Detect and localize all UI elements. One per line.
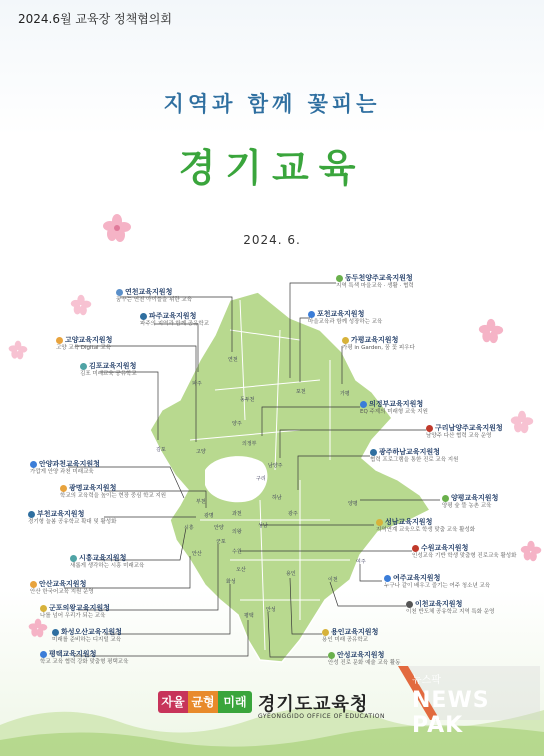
office-desc: 경기형 늘봄 공유학교 확대 및 활성화 bbox=[28, 518, 117, 525]
office-desc: 가깝게 안양 과천 미래교육 bbox=[30, 468, 94, 475]
office-desc: 마을교육과 함께 성장하는 교육 bbox=[308, 318, 383, 325]
office-desc: 지역 특색 마을교육 · 생활 · 협력 bbox=[336, 282, 414, 289]
main-title-line1: 지역과 함께 꽃피는 bbox=[163, 92, 381, 116]
region-label: 광주 bbox=[288, 511, 298, 517]
region-label: 남양주 bbox=[268, 463, 283, 469]
office-name: 시흥교육지원청 bbox=[79, 554, 127, 562]
region-label: 안양 bbox=[214, 525, 224, 531]
office-desc: 안산 한국어교육 지원 운영 bbox=[30, 588, 94, 595]
region-label: 평택 bbox=[244, 613, 254, 619]
office-name: 동두천양주교육지원청 bbox=[345, 274, 413, 282]
office-name: 화성오산교육지원청 bbox=[61, 628, 122, 636]
region-label: 동두천 bbox=[240, 397, 255, 403]
office-desc: 남양주 다산 협력 교육 운영 bbox=[426, 432, 492, 439]
slogan-badge-autonomy: 자율 bbox=[158, 691, 188, 713]
office-name: 포천교육지원청 bbox=[317, 310, 365, 318]
office-desc: 새롭게 생각하는 시흥 미래교육 bbox=[70, 562, 145, 569]
office-desc: 꿈꾸는 연천 아이들을 위한 교육 bbox=[116, 296, 193, 303]
office-name: 구리남양주교육지원청 bbox=[435, 424, 503, 432]
office-desc: 고양 교육 Digital 교육 bbox=[56, 344, 111, 351]
region-label: 성남 bbox=[258, 523, 268, 529]
office-name: 용인교육지원청 bbox=[331, 628, 379, 636]
publication-date: 2024. 6. bbox=[243, 233, 301, 247]
office-desc: 양평 숲 뜰 농촌 교육 bbox=[442, 502, 492, 509]
region-label: 양평 bbox=[348, 501, 358, 507]
slogan-badge-balance: 균형 bbox=[188, 691, 218, 713]
region-label: 이천 bbox=[328, 577, 338, 583]
region-label: 화성 bbox=[226, 579, 236, 585]
region-label: 하남 bbox=[272, 495, 282, 501]
office-name: 안성교육지원청 bbox=[337, 651, 385, 659]
office-desc: 지역연계 교육으로 학생 맞춤 교육 활성화 bbox=[376, 526, 476, 533]
office-desc: 학교의 교육력을 높이는 현장 중심 학교 지원 bbox=[60, 492, 167, 499]
slogan-badge-future: 미래 bbox=[218, 691, 252, 713]
region-label: 안성 bbox=[266, 607, 276, 613]
region-label: 의왕 bbox=[232, 529, 242, 535]
region-label: 부천 bbox=[196, 499, 206, 505]
office-name: 안산교육지원청 bbox=[39, 580, 87, 588]
region-label: 의정부 bbox=[242, 441, 257, 447]
office-name: 여주교육지원청 bbox=[393, 574, 441, 582]
office-desc: 용인 미래 공유학교 bbox=[322, 636, 369, 643]
office-desc: 인성교육 기반 학생 맞춤형 진로교육 활성화 bbox=[412, 552, 517, 559]
region-label: 용인 bbox=[286, 571, 296, 577]
office-name: 안양과천교육지원청 bbox=[39, 460, 100, 468]
office-name: 군포의왕교육지원청 bbox=[49, 604, 110, 612]
office-name: 가평교육지원청 bbox=[351, 336, 399, 344]
region-label: 과천 bbox=[232, 511, 242, 517]
region-label: 광명 bbox=[204, 513, 214, 519]
org-logo-text: 경기도교육청 bbox=[258, 694, 369, 715]
office-name: 광명교육지원청 bbox=[69, 484, 117, 492]
region-label: 파주 bbox=[192, 381, 202, 387]
office-name: 부천교육지원청 bbox=[37, 510, 85, 518]
office-desc: 이천 반도체 공유학교 지역 특화 운영 bbox=[406, 608, 495, 615]
watermark-brand-text: NEWS PAK bbox=[412, 688, 490, 738]
region-label: 안산 bbox=[192, 551, 202, 557]
office-desc: 파주의 지역과 함께 공유학교 bbox=[140, 320, 210, 327]
office-name: 양평교육지원청 bbox=[451, 494, 499, 502]
office-desc: 누구나 같이 배우고 즐기는 여주 청소년 교육 bbox=[384, 582, 491, 589]
office-name: 광주하남교육지원청 bbox=[379, 448, 440, 456]
office-desc: 협력 프로그램을 통한 진로 교육 지원 bbox=[370, 456, 459, 463]
office-desc: 안성 진로 문화 예술 교육 활동 bbox=[328, 659, 401, 666]
office-name: 김포교육지원청 bbox=[89, 362, 137, 370]
office-name: 의정부교육지원청 bbox=[369, 400, 424, 408]
region-label: 포천 bbox=[296, 389, 306, 395]
region-label: 군포 bbox=[216, 539, 226, 545]
office-name: 성남교육지원청 bbox=[385, 518, 433, 526]
office-name: 평택교육지원청 bbox=[49, 650, 97, 658]
watermark-small-text: 뉴스팍 bbox=[412, 675, 441, 686]
office-desc: 김포 미래교육 공유학교 bbox=[80, 370, 137, 377]
office-name: 고양교육지원청 bbox=[65, 336, 113, 344]
region-label: 여주 bbox=[356, 559, 366, 565]
office-desc: EQ 주제의 미래형 교육 지원 bbox=[360, 408, 428, 415]
office-desc: 나를 넘어 우리가 되는 교육 bbox=[40, 612, 106, 619]
org-logo-english: GYEONGGIDO OFFICE OF EDUCATION bbox=[258, 713, 385, 720]
region-label: 시흥 bbox=[184, 525, 194, 531]
region-label: 오산 bbox=[236, 567, 246, 573]
office-name: 연천교육지원청 bbox=[125, 288, 173, 296]
region-label: 가평 bbox=[340, 391, 350, 397]
office-name: 이천교육지원청 bbox=[415, 600, 463, 608]
region-label: 김포 bbox=[156, 447, 166, 453]
region-label: 연천 bbox=[228, 357, 238, 363]
office-name: 수원교육지원청 bbox=[421, 544, 469, 552]
office-desc: 미래를 준비하는 디지털 교육 bbox=[52, 636, 122, 643]
region-label: 고양 bbox=[196, 449, 206, 455]
office-desc: 학교 교육 협력 강화 맞춤형 평택교육 bbox=[40, 658, 129, 665]
region-label: 구리 bbox=[256, 476, 266, 482]
office-desc: 가평 in Garden, 꿈 꽃 피우다 bbox=[342, 344, 415, 351]
region-label: 수원 bbox=[232, 549, 242, 555]
region-label: 양주 bbox=[232, 421, 242, 427]
main-title-line2: 경기교육 bbox=[178, 146, 366, 190]
event-title: 2024.6월 교육장 정책협의회 bbox=[18, 12, 172, 26]
office-name: 파주교육지원청 bbox=[149, 312, 197, 320]
